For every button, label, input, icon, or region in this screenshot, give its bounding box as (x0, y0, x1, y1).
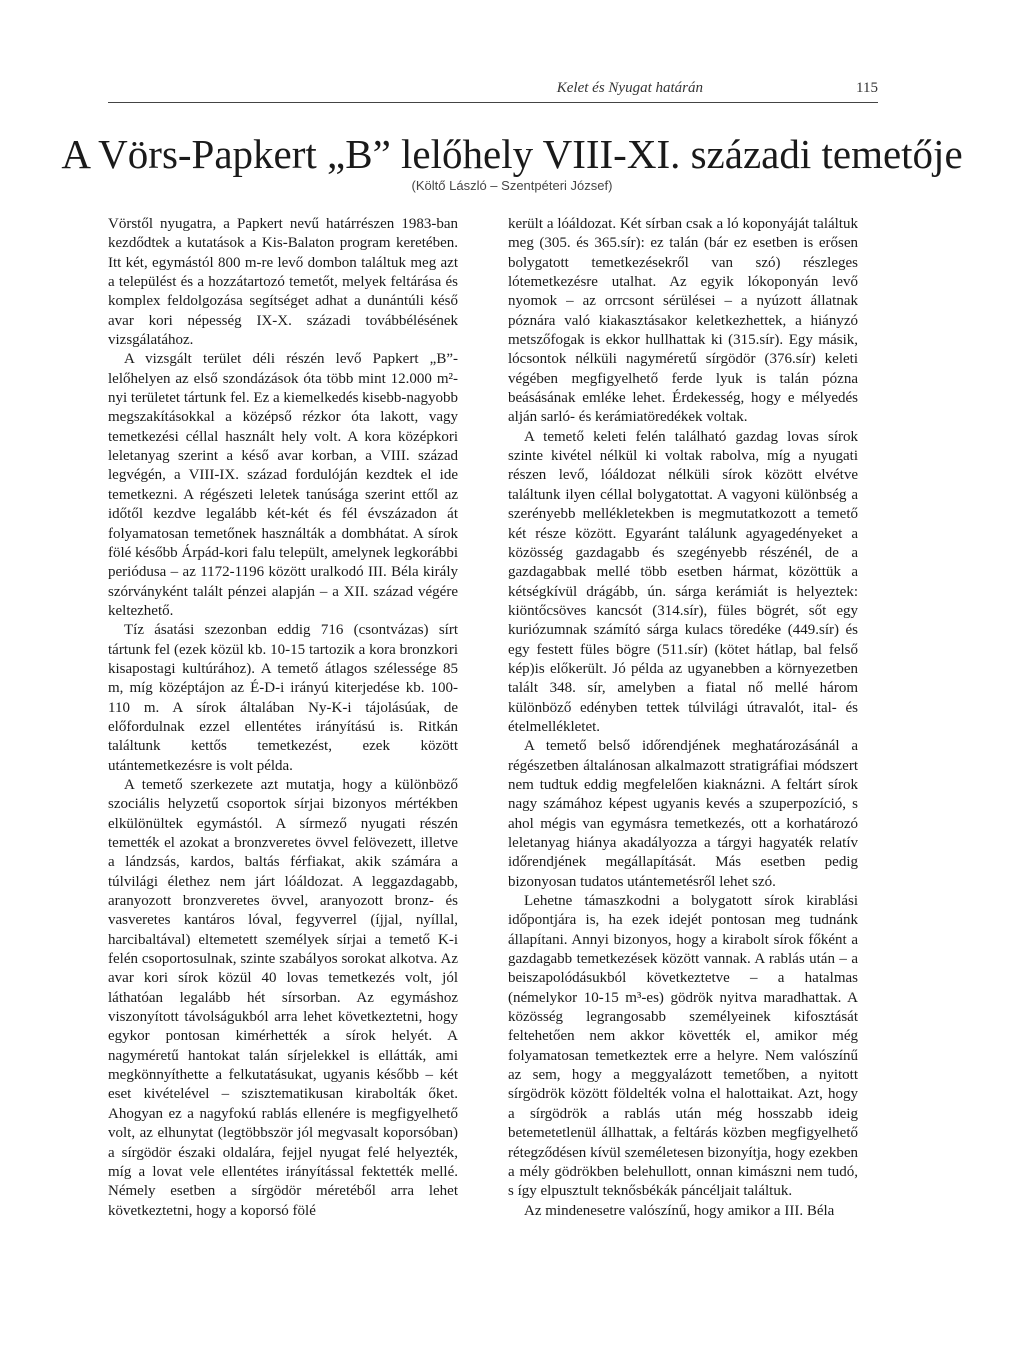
right-column (508, 215, 858, 1221)
paragraph: Vörstől nyugatra, a Papkert nevű határrészen 1983-ban kezdődtek a kutatások a Kis-Balaton program keretében. Itt két, egymástól 800 m-re levő dombon találtuk meg azt a települést és a hozzátartozó temetőt, melyek feltárása és komplex feldolgozása segítséget adhat a dunántúli késő avar kori népesség IX-X. századi továbbélésének vizsgálatához. (108, 216, 458, 349)
article-authors: (Költő László – Szentpéteri József) (411, 178, 613, 193)
paragraph: A temető szerkezete azt mutatja, hogy a különböző szociális helyzetű csoportok sírjai bizonyos mértékben elkülönültek egymástól. A sírmező nyugati részén temették el azokat a bronzveretes övvel felövezett, illetve a lándzsás, kardos, baltás férfiakat, akik számára a túlvilági élethez nem járt lóáldozat. A leggazdagabb, aranyozott bronzveretes övvel, aranyozott bronz- és vasveretes kantáros lóval, fegyverrel (íjjal, nyíllal, harcibaltával) eltemetett személyek sírjai a temető K-i felén csoportosulnak, szinte szabályos sorokat alkotva. Az avar kori sírok közül 40 lovas temetkezés volt, jól láthatóan legalább hét sírsorban. Az egymáshoz viszonyított távolságukból arra lehet következtetni, hogy egykor pontosan kimérhették a sírok helyét. A nagyméretű hantokat talán sírjelekkel is ellátták, ami megkönnyíthette a felkutatásukat, ugyanis később – két eset kivételével – szisztematikusan kirabolták őket. Ahogyan ez a nagyfokú rablás ellenére is megfigyelhető volt, az elhunytat (legtöbbször jól megvasalt koporsóban) a sírgödör északi oldalára, fejjel nyugat felé helyezték, míg a lovat vele ellentétes irányítással fektették mellé. Némely esetben a sírgödör méretéből arra lehet következtetni, hogy a koporsó fölé (108, 776, 458, 1219)
page-number: 115 (856, 80, 878, 96)
journal-title: Kelet és Nyugat határán (556, 80, 703, 96)
article-title: A Vörs-Papkert „B” lelőhely VIII-XI. századi temetője (61, 131, 963, 177)
paragraph: A temető keleti felén található gazdag lovas sírok szinte kivétel nélkül ki voltak rabolva, míg a nyugati részen levő, lóáldozat nélküli sírok között elvétve találtunk ilyen céllal bolygatottat. A vagyoni különbség a szerényebb mellékletekben is megmutatkozott a temető két része között. Egyaránt találunk agyagedényeket a közösség gazdagabb és szegényebb részénél, de a gazdagabbak mellé több esetben hármat, közöttük a kétségkívül drágább, ún. sárga kerámiát is helyeztek: kiöntőcsöves kancsót (314.sír), füles bögrét, sőt egy kuriózumnak számító sárga kulacs töredéke (449.sír) és egy festett füles bögre (511.sír) (kötet hátlap, bal felső kép)is előkerült. Jó példa az ugyanebben a környezetben talált 348. sír, amelyben a fiatal nő mellé három különböző edényben tettek túlvilági útravalót, ital- és ételmellékletet. (508, 428, 858, 735)
paragraph: került a lóáldozat. Két sírban csak a ló koponyáját találtuk meg (305. és 365.sír): ez talán (bár ez esetben is erősen bolygatott temetkezésekről van szó) részleges lótemetkezésre utalhat. Az egyik lókoponyán levő nyomok – az orrcsont sérülései – a nyúzott állatnak póznára való kiakasztásakor keletkezhettek, a hiányzó metszőfogak is ekkor hullhattak ki (315.sír). Egy másik, lócsontok nélküli nagyméretű sírgödör (376.sír) keleti végében megfigyelhető ferde lyuk is talán pózna beásásának emléke lehet. Érdekesség, hogy e mélyedés alján sarló- és kerámiatöredékek voltak. (508, 216, 858, 426)
paragraph: A temető belső időrendjének meghatározásánál a régészetben általánosan alkalmazott stratigráfiai módszert nem tudtuk eddig megfelelően kiaknázni. A feltárt sírok nagy számához képest ugyanis kevés a szuperpozíció, s ahol mégis van egymásra temetkezés, ott a korhatározó leletanyag hiánya akadályozza a tárgyi hagyaték relatív időrendjének megállapítását. Más esetben pedig bizonyosan tudatos utántemetésről lehet szó. (508, 738, 858, 890)
running-header (108, 76, 878, 103)
paragraph: Lehetne támaszkodni a bolygatott sírok kirablási időpontjára is, ha ezek idejét pontosan meg tudnánk állapítani. Annyi bizonyos, hogy a kirabolt sírok főként a gazdagabb temetkezések között vannak. A rablás után – a beiszapolódásukból következtetve – a hatalmas (némelykor 10-15 m³-es) gödrök nyitva maradhattak. A közösség legrangosabb személyeinek kifosztását feltehetően nem akkor követték el, amikor még folyamatosan temetkeztek erre a helyre. Nem valószínű az sem, hogy a meggyalázott temetőben, a nyitott sírgödrök között földelték volna el halottaikat. Azt, hogy a sírgödrök a rablás után még hosszabb ideig betemetetlenül állhattak, a feltárás közben megfigyelhető rétegződésen kívül személetesen bizonyítja, hogy ezekben a mély gödrökben belehullott, onnan kimászni nem tudó, s így elpusztult teknősbékák páncéljait találtuk. (508, 893, 858, 1200)
paragraph: Tíz ásatási szezonban eddig 716 (csontvázas) sírt tártunk fel (ezek közül kb. 10-15 tartozik a kora bronzkori kisapostagi kultúrához). A temető átlagos szélessége 85 m, míg középtájon az É-D-i irányú kiterjedése kb. 100-110 m. A sírok általában Ny-K-i tájolásúak, de előfordulnak ezzel ellentétes irányítású is. Ritkán találtunk kettős temetkezést, ezek között utántemetkezésre is volt példa. (108, 622, 458, 774)
left-column (108, 215, 458, 1221)
paragraph: Az mindenesetre valószínű, hogy amikor a III. Béla (524, 1202, 835, 1219)
paragraph: A vizsgált terület déli részén levő Papkert „B”-lelőhelyen az első szondázások óta több mint 12.000 m²-nyi területet tártunk fel. Ez a kiemelkedés kisebb-nagyobb megszakításokkal a középső rézkor óta lakott, vagy temetkezési céllal használt hely volt. A kora középkori leletanyag szerint a késő avar korban, a VIII. század legvégén, a VIII-IX. század fordulóján kezdtek el ide temetkezni. A régészeti leletek tanúsága szerint ettől az időtől kezdve legalább két-két és fél évszázadon át folyamatosan temetőnek használták a dombhátat. A sírok fölé később Árpád-kori falu települt, amelynek legkorábbi periódusa – az 1172-1196 között uralkodó III. Béla király szórványként talált pénzei alapján – a XII. század végére keltezhető. (108, 351, 458, 619)
